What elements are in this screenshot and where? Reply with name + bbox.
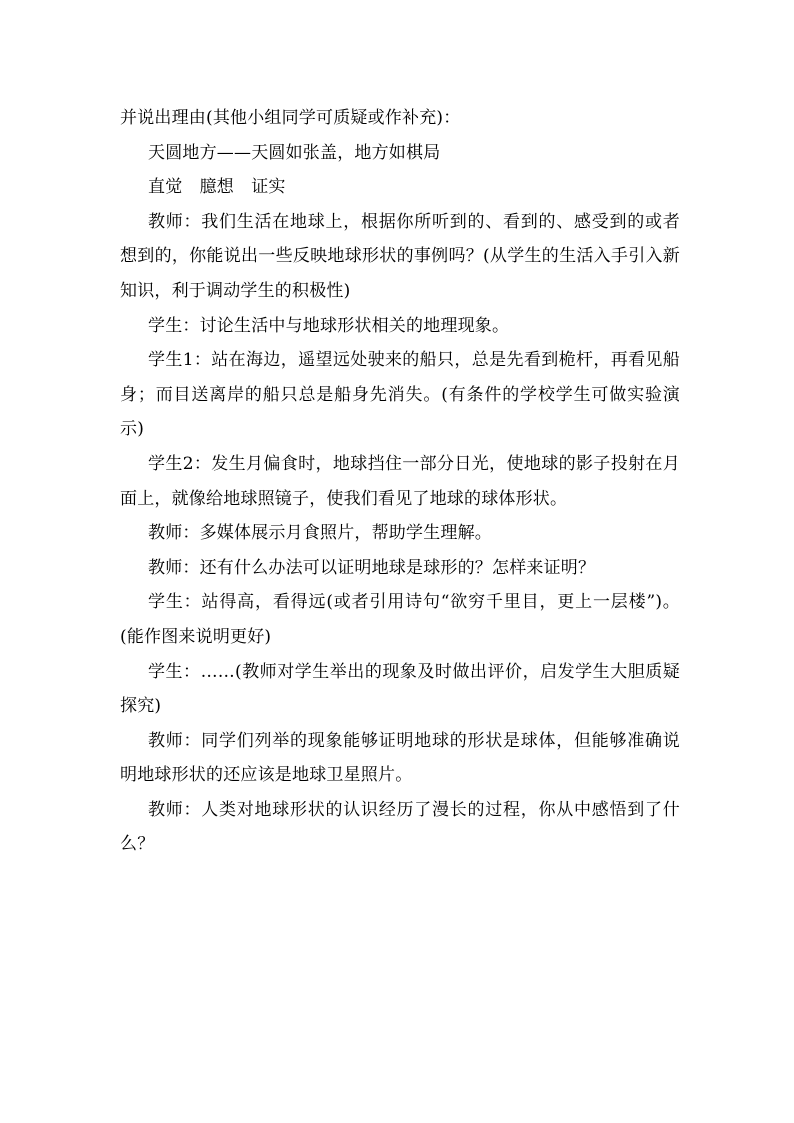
paragraph-intuition-conjecture-proof: 直觉 臆想 证实 — [148, 177, 286, 198]
paragraph-student-1: 学生1：站在海边，遥望远处驶来的船只，总是先看到桅杆，再看见船身；而目送离岸的船只总是船身先消失。(有条件的学校学生可做实验演示) — [120, 350, 680, 440]
paragraph-student-ellipsis: 学生：……(教师对学生举出的现象及时做出评价，启发学生大胆质疑探究) — [120, 661, 680, 717]
paragraph-teacher-multimedia: 教师：多媒体展示月食照片，帮助学生理解。 — [148, 523, 492, 544]
paragraph-tianyuan-difang: 天圆地方——天圆如张盖，地方如棋局 — [148, 142, 441, 163]
paragraph-teacher-question-2: 教师：还有什么办法可以证明地球是球形的？怎样来证明？ — [148, 557, 596, 578]
paragraph-student-discussion: 学生：讨论生活中与地球形状相关的地理现象。 — [148, 315, 510, 336]
document-body — [120, 101, 680, 862]
paragraph-teacher-satellite: 教师：同学们列举的现象能够证明地球的形状是球体，但能够准确说明地球形状的还应该是地球卫星照片。 — [120, 730, 680, 786]
paragraph-intro-prompt: 并说出理由(其他小组同学可质疑或作补充)： — [120, 108, 461, 128]
paragraph-student-poem: 学生：站得高，看得远(或者引用诗句“欲穷千里目，更上一层楼”)。(能作图来说明更好) — [120, 592, 680, 647]
paragraph-teacher-reflection: 教师：人类对地球形状的认识经历了漫长的过程，你从中感悟到了什么？ — [120, 799, 680, 855]
paragraph-teacher-question-1: 教师：我们生活在地球上，根据你所听到的、看到的、感受到的或者想到的，你能说出一些反映地球形状的事例吗？(从学生的生活入手引入新知识，利于调动学生的积极性) — [120, 211, 680, 301]
paragraph-student-2: 学生2：发生月偏食时，地球挡住一部分日光，使地球的影子投射在月面上，就像给地球照镜子，使我们看见了地球的球体形状。 — [120, 453, 680, 509]
